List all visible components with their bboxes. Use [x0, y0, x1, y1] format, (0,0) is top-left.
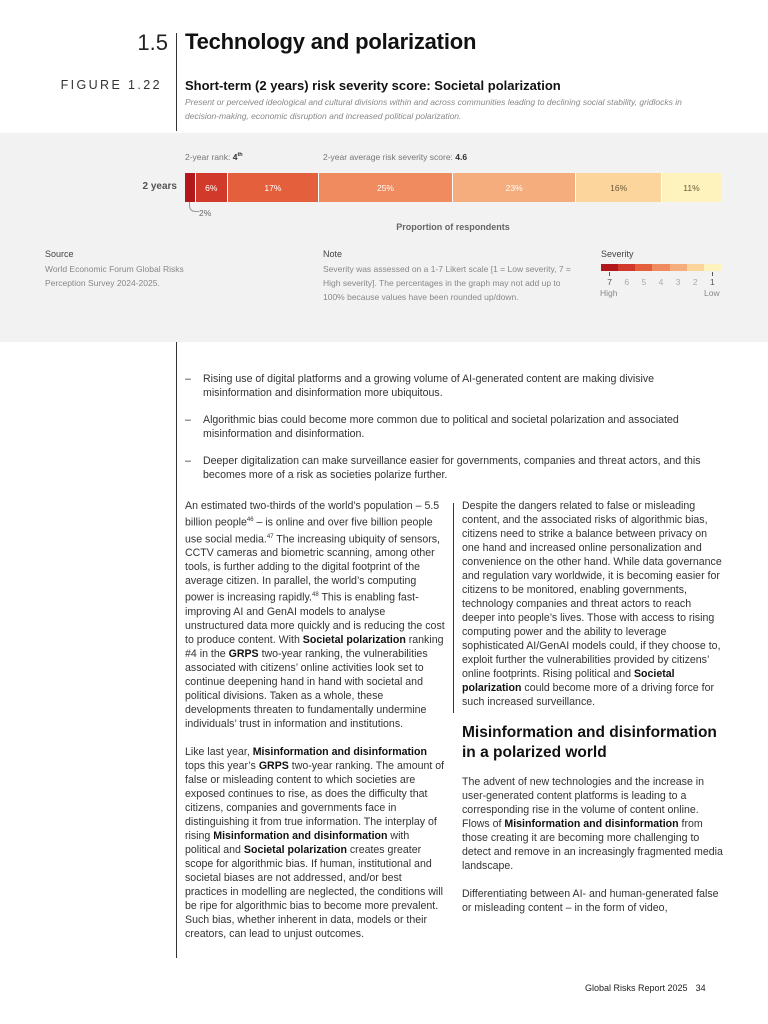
severity-low-label: Low	[704, 288, 720, 298]
report-name: Global Risks Report 2025	[585, 983, 688, 993]
bar-segment-label: 11%	[683, 182, 700, 193]
average-score-value: 4.6	[455, 152, 468, 162]
section-number: 1.5	[137, 30, 168, 55]
bar-segment-severity-5	[228, 173, 319, 202]
bullet-text: Algorithmic bias could become more common due to political and societal polarization and associated misinformation and disinformation.	[203, 414, 679, 440]
key-points-list	[185, 372, 715, 495]
paragraph: An estimated two-thirds of the world’s population – 5.5 billion people$^{46}$ – is online and over five billion people use social media.$^{47}$ The increasing ubiquity of sensors, CCTV cameras and biometric scanning, among other tools, is further adding to the digital footprint of the average citizen. In parallel, the world’s computing power is increasing rapidly.$^{48}$ This is enabling fast-improving AI and GenAI models to analyse unstructured data more quickly and is reducing the cost to produce content. With Societal polarization ranking #4 in the GRPS two-year ranking, the vulnerabilities associated with citizens’ online activities look set to continue deepening hand in hand with societal and political divisions. Taken as a whole, these developments threaten to fundamentally undermine individuals’ trust in information and institutions.	[185, 500, 445, 730]
severity-heading: Severity	[601, 249, 634, 259]
severity-swatch-1	[704, 264, 721, 271]
severity-number: 3	[675, 277, 681, 287]
severity-swatch-5	[635, 264, 652, 271]
rank-suffix: th	[237, 152, 243, 159]
list-item	[185, 413, 715, 441]
rank-label	[185, 152, 243, 162]
column-divider	[453, 503, 454, 713]
note-heading: Note	[323, 249, 343, 259]
body-divider	[176, 342, 177, 958]
source-text: World Economic Forum Global Risks Perception Survey 2024-2025.	[45, 264, 184, 288]
rank-value	[233, 152, 243, 162]
severity-swatch-7	[601, 264, 618, 271]
severity-high-label: High	[600, 288, 618, 298]
bullet-dash: –	[185, 455, 191, 467]
average-score-text: 2-year average risk severity score:	[323, 152, 456, 162]
figure-panel	[0, 133, 768, 342]
severity-number: 1	[710, 277, 715, 287]
severity-swatch-6	[618, 264, 635, 271]
bar-segment-severity-4	[319, 173, 453, 202]
page-number: 34	[695, 983, 706, 993]
source-heading: Source	[45, 249, 74, 259]
paragraph: Like last year, Misinformation and disinformation tops this year’s GRPS two-year ranking. The amount of false or misleading content to which societies are exposed continues to rise, as does the difficulty that citizens, companies and governments face in distinguishing it from true information. The interplay of rising Misinformation and disinformation with political and Societal polarization creates greater scope for algorithmic bias. If human, institutional and societal biases are not addressed, and/or best practices in modelling are neglected, the conditions will be ripe for algorithmic bias to become more prevalent. Such bias, whether inherent in data, models or their creators, can lead to unjust outcomes.	[185, 745, 445, 940]
figure-subtitle: Present or perceived ideological and cultural divisions within and across communities leading to declining social stability, gridlocks in decision-making, economic disruption and increased political polarization.	[185, 97, 682, 121]
chart-category-label: 2 years	[142, 181, 177, 192]
stacked-bar	[185, 173, 721, 202]
left-column	[185, 499, 445, 955]
average-score-label	[323, 152, 467, 162]
severity-scale	[601, 264, 721, 271]
severity-number: 5	[641, 277, 647, 287]
bar-segment-severity-7	[185, 173, 196, 202]
bar-segment-severity-1	[662, 173, 721, 202]
paragraph: The advent of new technologies and the increase in user-generated content platforms is leading to a corresponding rise in the volume of content online. Flows of Misinformation and disinformation from those creating it are becoming more challenging to detect and remove in an increasingly fragmented media landscape.	[462, 776, 723, 872]
bar-segment-severity-3	[453, 173, 576, 202]
paragraph: Despite the dangers related to false or misleading content, and the associated risks of algorithmic bias, citizens need to strike a balance between privacy on one hand and increased online personalization and convenience on the other hand. While data governance and regulation vary worldwide, it is becoming easier for citizens to be monitored, enabling governments, technology companies and threat actors to reach deeper into people’s lives. Those with access to rising computing power and the ability to leverage sophisticated AI/GenAI models could, if they choose to, exploit further the vulnerabilities provided by citizens’ online footprints. Rising political and Societal polarization could become more of a driving force for such increased surveillance.	[462, 500, 722, 708]
header-divider	[176, 33, 177, 131]
severity-swatch-2	[687, 264, 704, 271]
page-footer	[585, 983, 706, 993]
bullet-text: Rising use of digital platforms and a growing volume of AI-generated content are making divisive misinformation and disinformation more ubiquitous.	[203, 373, 655, 399]
list-item	[185, 454, 715, 482]
x-axis-label: Proportion of respondents	[396, 222, 510, 232]
severity-number: 7	[607, 277, 612, 287]
note-text: Severity was assessed on a 1-7 Likert scale [1 = Low severity, 7 = High severity]. The percentages in the graph may not add up to 100% because values have been rounded up/down.	[323, 264, 571, 302]
severity-tick-low	[712, 272, 713, 276]
severity-numbers	[601, 277, 721, 287]
callout-label: 2%	[199, 208, 212, 218]
severity-number: 2	[692, 277, 698, 287]
figure-label: FIGURE 1.22	[60, 78, 162, 92]
footnote-ref: 47	[266, 533, 274, 540]
rank-number: 4	[232, 152, 238, 162]
figure-title: Short-term (2 years) risk severity score: Societal polarization	[185, 78, 561, 93]
bullet-dash: –	[185, 414, 191, 426]
bar-segment-label: 17%	[264, 182, 282, 193]
bullet-text: Deeper digitalization can make surveillance easier for governments, companies and threat actors, and this becomes more of a risk as societies polarize further.	[203, 455, 701, 481]
bar-segment-severity-6	[196, 173, 228, 202]
footnote-ref: 46	[246, 517, 254, 523]
severity-tick-high	[609, 272, 610, 276]
section-title: Technology and polarization	[185, 29, 477, 54]
severity-number: 4	[658, 277, 664, 287]
severity-number: 6	[624, 277, 630, 287]
severity-swatch-4	[652, 264, 669, 271]
bar-segment-severity-2	[576, 173, 662, 202]
bar-segment-label: 6%	[205, 182, 218, 193]
callout-line	[189, 202, 199, 212]
paragraph: Differentiating between AI- and human-generated false or misleading content – in the form of video,	[462, 888, 719, 914]
right-column	[462, 499, 724, 929]
list-item	[185, 372, 715, 400]
subheading: Misinformation and disinformation in a polarized world	[462, 724, 717, 761]
bar-segment-label: 16%	[610, 182, 628, 193]
bullet-dash: –	[185, 373, 191, 385]
bar-segment-label: 25%	[376, 182, 394, 193]
footnote-ref: 48	[312, 592, 319, 599]
severity-swatch-3	[670, 264, 687, 271]
bar-segment-label: 23%	[505, 182, 523, 193]
rank-label-text: 2-year rank:	[185, 152, 233, 162]
